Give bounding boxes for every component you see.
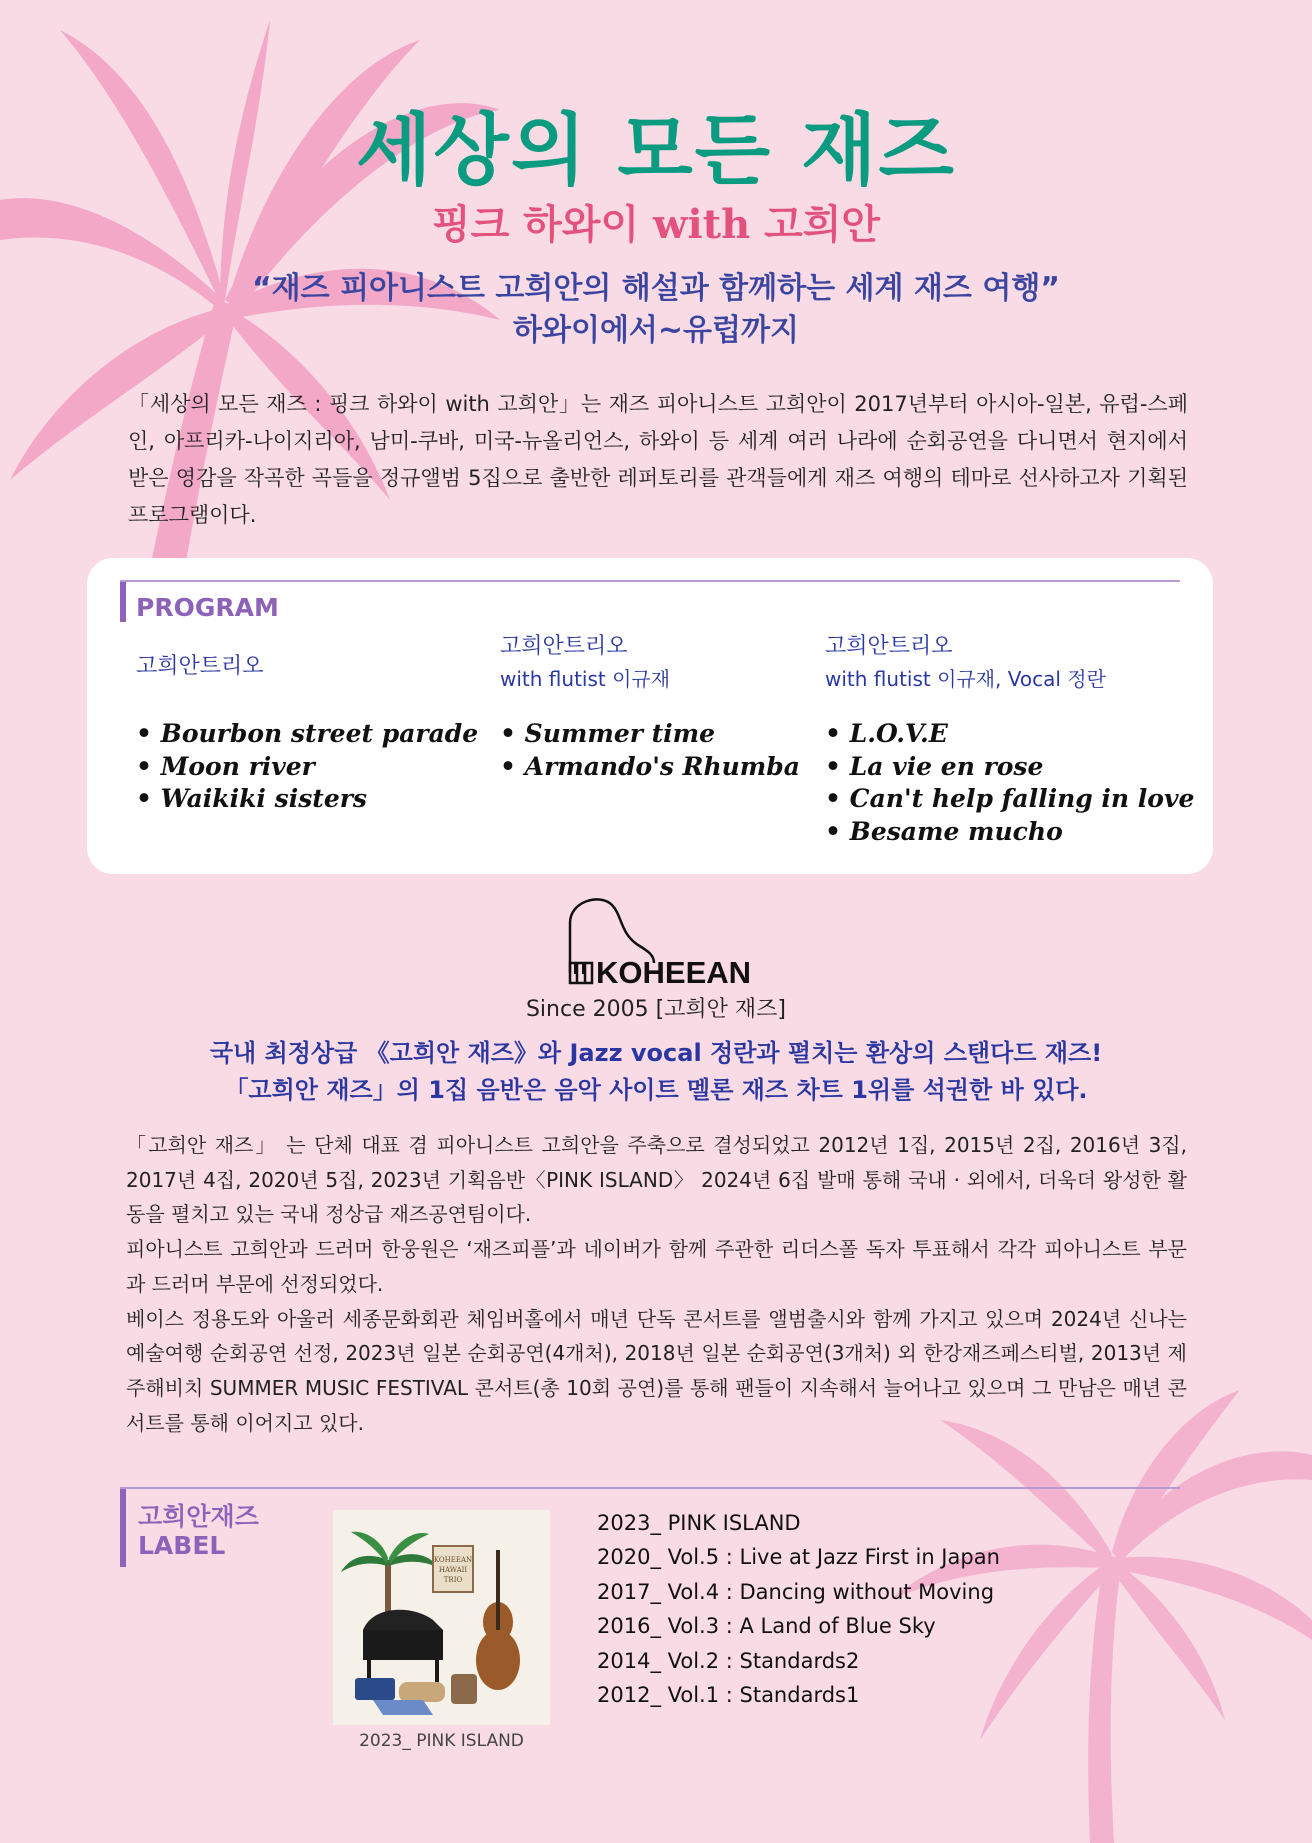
discography-item: 2017_ Vol.4 : Dancing without Moving — [597, 1579, 995, 1604]
song-item: • Summer time — [500, 719, 716, 748]
page-subtitle: 핑크 하와이 with 고희안 — [431, 201, 881, 248]
svg-text:KOHEEAN: KOHEEAN — [433, 1556, 473, 1564]
song-item: • Besame mucho — [825, 816, 1063, 846]
label-accent-bar — [120, 1489, 126, 1567]
towel-icon — [373, 1700, 433, 1715]
program-title: PROGRAM — [136, 593, 279, 622]
song-item: • La vie en rose — [825, 751, 1044, 781]
svg-text:HAWAII: HAWAII — [438, 1566, 468, 1574]
program-divider — [120, 580, 1180, 582]
column-2-guest: with flutist 이규재 — [500, 667, 671, 691]
song-item: • L.O.V.E — [825, 719, 948, 748]
label-title-english: LABEL — [138, 1530, 226, 1560]
album-cover-image — [333, 1510, 550, 1725]
sign-icon — [433, 1546, 473, 1592]
discography-item: 2023_ PINK ISLAND — [597, 1511, 801, 1535]
discography-item: 2016_ Vol.3 : A Land of Blue Sky — [597, 1614, 936, 1639]
headline-line-1: 국내 최정상급 《고희안 재즈》와 Jazz vocal 정란과 펼치는 환상의 스탠다드 재즈! — [209, 1039, 1103, 1067]
program-column-1-songs — [136, 718, 478, 816]
column-2-performer: 고희안트리오 — [500, 634, 628, 659]
svg-text:TRIO: TRIO — [443, 1576, 463, 1584]
song-item: • Can't help falling in love — [825, 784, 1195, 813]
tagline — [0, 268, 1312, 352]
song-item: • Armando's Rhumba — [500, 751, 800, 781]
program-column-1-header — [136, 650, 264, 683]
program-accent-bar — [120, 582, 126, 622]
since-text: Since 2005 [고희안 재즈] — [525, 997, 787, 1022]
brand-headline — [0, 1035, 1312, 1109]
piano-keys-icon — [570, 963, 592, 983]
page-title: 세상의 모든 재즈 — [356, 106, 956, 196]
program-column-3-header — [825, 630, 1106, 696]
column-3-guests: with flutist 이규재, Vocal 정란 — [825, 667, 1106, 691]
song-item: • Bourbon street parade — [136, 719, 479, 748]
label-title — [138, 1503, 259, 1561]
song-item: • Moon river — [136, 751, 315, 781]
about-paragraph: 「고희안 재즈」 는 단체 대표 겸 피아니스트 고희안을 주축으로 결성되었고 2012년 1집, 2015년 2집, 2016년 3집, 2017년 4집, 2020년 5집, 2023년 기획음반〈PINK ISLAND〉 2024년 6집 발매 통해 국내 · 외에서, 더욱더 왕성한 활동을 펼치고 있는 국내 정상급 재즈공연팀이다. — [126, 1133, 1187, 1227]
column-3-performer: 고희안트리오 — [825, 634, 953, 659]
label-title-korean: 고희안재즈 — [138, 1502, 259, 1531]
song-item: • Waikiki sisters — [136, 784, 367, 813]
tagline-line-1: “재즈 피아니스트 고희안의 해설과 함께하는 세계 재즈 여행” — [251, 271, 1061, 306]
about-paragraph: 베이스 정용도와 아울러 세종문화회관 체임버홀에서 매년 단독 콘서트를 앨범출시와 함께 가지고 있으며 2024년 신나는 예술여행 순회공연 선정, 2023년 일본 순회공연(4개처), 2018년 일본 순회공연(3개처) 외 한강재즈페스티벌, 2013년 제주해비치 SUMMER MUSIC FESTIVAL 콘서트(총 10회 공연)를 통해 팬들이 지속해서 늘어나고 있으며 그 만남은 매년 콘서트를 통해 이어지고 있다. — [126, 1306, 1187, 1435]
program-column-3-songs — [825, 718, 1194, 848]
logo-text: KOHEEAN — [596, 955, 752, 989]
column-1-performer: 고희안트리오 — [136, 654, 264, 679]
intro-paragraph: 「세상의 모든 재즈 : 핑크 하와이 with 고희안」는 재즈 피아니스트 고희안이 2017년부터 아시아-일본, 유럽-스페인, 아프리카-나이지리아, 남미-쿠바, 미국-뉴올리언스, 하와이 등 세계 여러 나라에 순회공연을 다니면서 현지에서 받은 영감을 작곡한 곡들을 정규앨범 5집으로 출반한 레퍼토리를 관객들에게 재즈 여행의 테마로 선사하고자 기획된 프로그램이다. — [128, 392, 1188, 527]
discography-item: 2014_ Vol.2 : Standards2 — [597, 1648, 860, 1673]
label-divider — [120, 1487, 1180, 1489]
headline-line-2: 「고희안 재즈」의 1집 음반은 음악 사이트 멜론 재즈 차트 1위를 석권한 바 있다. — [224, 1076, 1088, 1104]
program-column-2-songs — [500, 718, 800, 783]
discography-item: 2020_ Vol.5 : Live at Jazz First in Japan — [597, 1545, 1000, 1570]
discography-item: 2012_ Vol.1 : Standards1 — [597, 1683, 860, 1708]
about-paragraph: 피아니스트 고희안과 드러머 한웅원은 ‘재즈피플’과 네이버가 함께 주관한 리더스폴 독자 투표해서 각각 피아니스트 부문과 드러머 부문에 선정되었다. — [126, 1237, 1187, 1296]
koheean-logo — [560, 893, 760, 993]
discography-list — [597, 1506, 1000, 1712]
program-column-2-header — [500, 630, 670, 696]
album-caption: 2023_ PINK ISLAND — [359, 1731, 524, 1751]
about-section — [126, 1128, 1187, 1440]
tagline-line-2: 하와이에서~유럽까지 — [513, 313, 799, 348]
